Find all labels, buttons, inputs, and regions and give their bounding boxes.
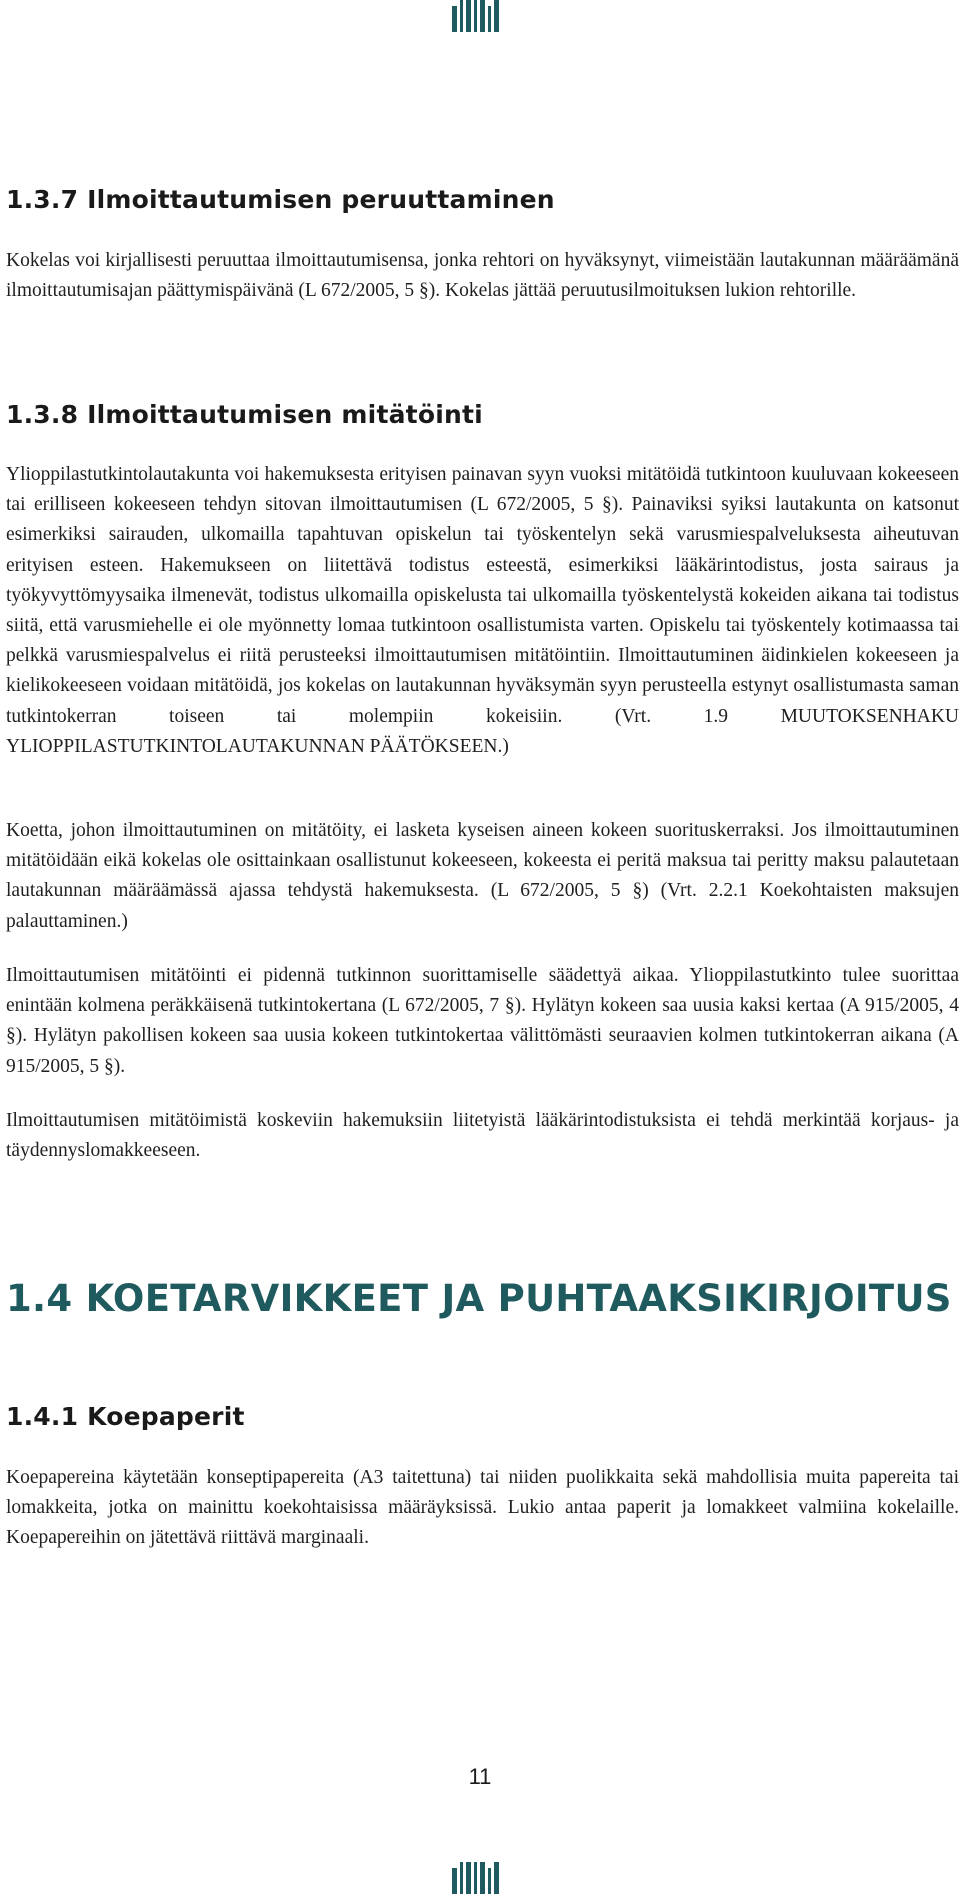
paragraph-1-3-8-d: Ilmoittautumisen mitätöimistä koskeviin hakemuksiin liitetyistä lääkärintodistuksista ei tehdä merkintää korjaus- ja täydennyslomakkeeseen. xyxy=(6,1110,959,1162)
paragraph-1-4-1: Koepapereina käytetään konseptipapereita (A3 taitettuna) tai niiden puolikkaita sekä mahdollisia muita papereita tai lomakkeita, jotka on mainittu koekohtaisissa määräyksissä. Lukio antaa paperit ja lomakkeet valmiina kokelaille. Koepapereihin on jätettävä riittävä marginaali. xyxy=(6,1467,959,1549)
heading-1-3-7: 1.3.7 Ilmoittautumisen peruuttaminen xyxy=(6,185,555,214)
decorative-bars-top xyxy=(452,0,504,32)
paragraph-1-3-8-a: Ylioppilastutkintolautakunta voi hakemuksesta erityisen painavan syyn vuoksi mitätöidä tutkintoon kuuluvaan kokeeseen tai erilliseen kokeeseen tehdyn sitovan ilmoittautumisen (L 672/2005, 5 §). Painaviksi syiksi lautakunta on katsonut esimerkiksi sairauden, ulkomailla tapahtuvan opiskelun tai työskentelyn sekä varusmiespalveluksesta aiheutuvan erityisen esteen. Hakemukseen on liitettävä todistus esteestä, esimerkiksi lääkärintodistus, josta sairaus ja työkyvyttömyysaika ilmenevät, todistus ulkomailla opiskelusta tai ulkomailla työskentelystä kokeiden aikana tai todistus siitä, että varusmiehelle ei ole myönnetty lomaa tutkintoon osallistumista varten. Opiskelu tai työskentely kotimaassa tai pelkkä varusmiespalvelus ei riitä perusteeksi ilmoittautumisen mitätöintiin. Ilmoittautuminen äidinkielen kokeeseen ja kielikokeeseen voidaan mitätöidä, jos kokelas on lautakunnan hyväksymän syyn perusteella estynyt osallistumasta saman tutkintokerran toiseen tai molempiin kokeisiin. (Vrt. 1.9 MUUTOKSENHAKU YLIOPPILASTUTKINTOLAUTAKUNNAN PÄÄTÖKSEEN.) xyxy=(6,464,959,757)
paragraph-1-3-8-c: Ilmoittautumisen mitätöinti ei pidennä tutkinnon suorittamiselle säädettyä aikaa. Ylioppilastutkinto tulee suorittaa enintään kolmena peräkkäisenä tutkintokertana (L 672/2005, 7 §). Hylätyn kokeen saa uusia kaksi kertaa (A 915/2005, 4 §). Hylätyn pakollisen kokeen saa uusia kokeen tutkintokertaa välittömästi seuraavien kolmen tutkintokerran aikana (A 915/2005, 5 §). xyxy=(6,965,959,1077)
heading-1-4-1: 1.4.1 Koepaperit xyxy=(6,1402,245,1431)
paragraph-1-3-8-b: Koetta, johon ilmoittautuminen on mitätöity, ei lasketa kyseisen aineen kokeen suorituskerraksi. Jos ilmoittautuminen mitätöidään eikä kokelas ole osittainkaan osallistunut kokeeseen, kokeesta ei peritä maksua tai peritty maksu palautetaan lautakunnan määräämässä ajassa tehdystä hakemuksesta. (L 672/2005, 5 §) (Vrt. 2.2.1 Koekohtaisten maksujen palauttaminen.) xyxy=(6,820,959,932)
paragraph-1-3-7: Kokelas voi kirjallisesti peruuttaa ilmoittautumisensa, jonka rehtori on hyväksynyt, viimeistään lautakunnan määräämänä ilmoittautumisajan päättymispäivänä (L 672/2005, 5 §). Kokelas jättää peruutusilmoituksen lukion rehtorille. xyxy=(6,250,959,302)
page-number: 11 xyxy=(468,1764,492,1789)
heading-1-4: 1.4 KOETARVIKKEET JA PUHTAAKSIKIRJOITUS xyxy=(6,1277,952,1320)
decorative-bars-bottom xyxy=(452,1862,504,1894)
heading-1-3-8: 1.3.8 Ilmoittautumisen mitätöinti xyxy=(6,400,483,429)
